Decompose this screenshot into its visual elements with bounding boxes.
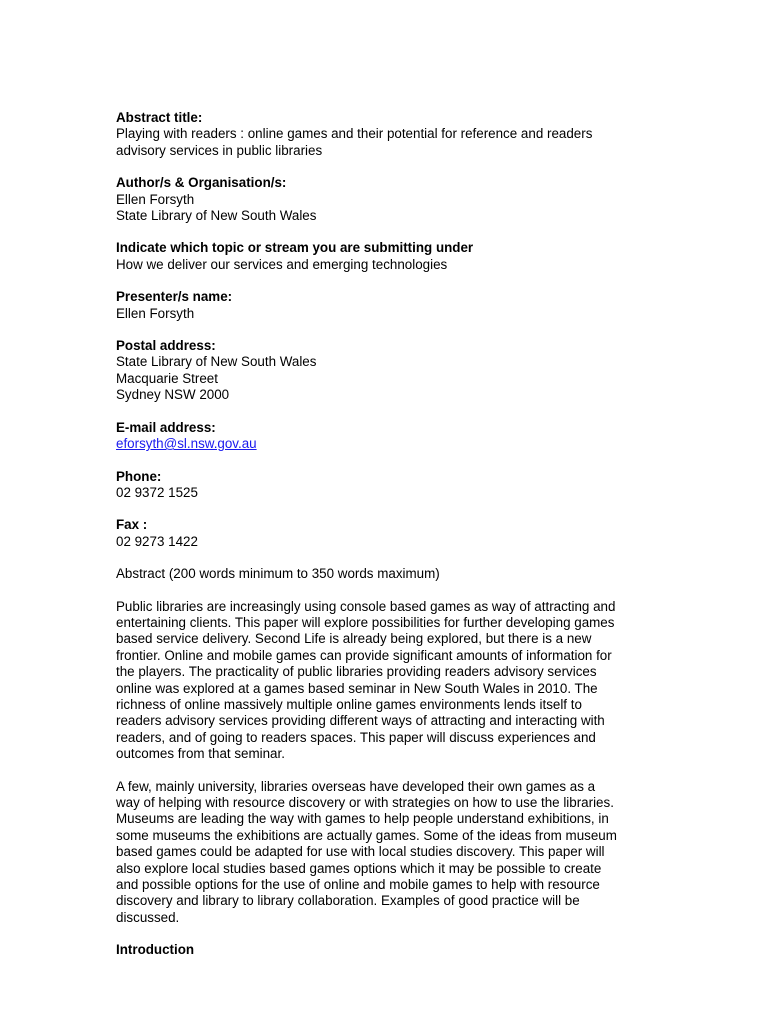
paragraph-line: and possible options for the use of online and mobile games to help with resource <box>116 877 600 893</box>
phone-label: Phone: <box>116 468 162 484</box>
postal-line: State Library of New South Wales <box>116 354 317 370</box>
email-link[interactable]: eforsyth@sl.nsw.gov.au <box>116 436 257 452</box>
topic-section <box>116 240 656 273</box>
paragraph-line: way of helping with resource discovery or with strategies on how to use the libraries. <box>116 795 614 810</box>
paragraph-line: discovery and library to library collaboration. Examples of good practice will be <box>116 893 580 909</box>
author-organisation: State Library of New South Wales <box>116 208 317 224</box>
paragraph-line: A few, mainly university, libraries overseas have developed their own games as a <box>116 778 596 794</box>
abstract-title-section <box>116 110 656 159</box>
fax-label: Fax : <box>116 517 148 533</box>
paragraph-line: Public libraries are increasingly using console based games as way of attracting and <box>116 598 616 614</box>
paragraph-line: entertaining clients. This paper will explore possibilities for further developing games <box>116 614 615 630</box>
author-name: Ellen Forsyth <box>116 191 195 207</box>
paragraph-line: based games could be adapted for use with local studies discovery. This paper will <box>116 844 605 860</box>
phone-value: 02 9372 1525 <box>116 484 198 500</box>
abstract-note: Abstract (200 words minimum to 350 words maximum) <box>116 566 440 582</box>
paragraph-line: richness of online massively multiple online games environments lends itself to <box>116 696 582 712</box>
paragraph-line: the players. The practicality of public libraries providing readers advisory services <box>116 664 597 680</box>
paragraph-line: discussed. <box>116 909 180 925</box>
presenter-name: Ellen Forsyth <box>116 305 195 321</box>
abstract-paragraph-2 <box>116 779 656 927</box>
paragraph-line: frontier. Online and mobile games can provide significant amounts of information for <box>116 647 612 663</box>
email-section <box>116 420 656 453</box>
document-page <box>116 110 656 959</box>
paragraph-line: some museums the exhibitions are actually games. Some of the ideas from museum <box>116 827 617 843</box>
authors-section <box>116 175 656 224</box>
introduction-heading: Introduction <box>116 942 195 958</box>
postal-label: Postal address: <box>116 338 216 354</box>
presenter-section <box>116 289 656 322</box>
authors-label: Author/s & Organisation/s: <box>116 175 287 191</box>
presenter-label: Presenter/s name: <box>116 289 233 305</box>
paragraph-line: based service delivery. Second Life is already being explored, but there is a new <box>116 631 592 647</box>
email-label: E-mail address: <box>116 419 216 435</box>
fax-section <box>116 517 656 550</box>
abstract-paragraph-1 <box>116 599 656 763</box>
postal-section <box>116 338 656 404</box>
fax-value: 02 9273 1422 <box>116 533 198 549</box>
paragraph-line: readers advisory services providing different ways of attracting and interacting with <box>116 713 605 729</box>
paragraph-line: also explore local studies based games options which it may be possible to create <box>116 860 602 876</box>
postal-line: Macquarie Street <box>116 370 218 386</box>
topic-label: Indicate which topic or stream you are submitting under <box>116 240 474 256</box>
topic-value: How we deliver our services and emerging technologies <box>116 256 448 272</box>
abstract-title-line: advisory services in public libraries <box>116 142 323 158</box>
postal-line: Sydney NSW 2000 <box>116 387 230 403</box>
paragraph-line: readers, and of going to readers spaces. This paper will discuss experiences and <box>116 729 596 745</box>
paragraph-line: outcomes from that seminar. <box>116 746 285 762</box>
abstract-title-label: Abstract title: <box>116 110 203 125</box>
phone-section <box>116 469 656 502</box>
paragraph-line: Museums are leading the way with games to help people understand exhibitions, in <box>116 811 609 827</box>
paragraph-line: online was explored at a games based seminar in New South Wales in 2010. The <box>116 680 598 696</box>
abstract-title-line: Playing with readers : online games and their potential for reference and readers <box>116 126 593 142</box>
